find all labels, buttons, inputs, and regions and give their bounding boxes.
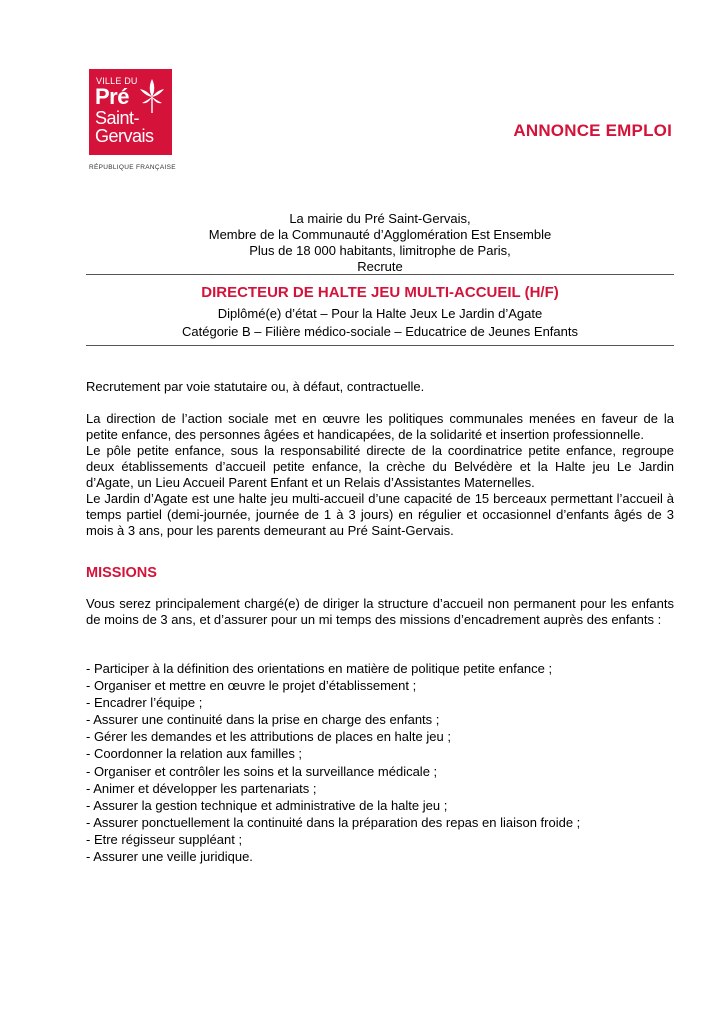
intro-block [86,211,674,275]
logo-line-1: VILLE DU [96,76,138,86]
missions-list [86,660,580,865]
paragraph: Le pôle petite enfance, sous la responsabilité directe de la coordinatrice petite enfance, regroupe deux établissements d’accueil petite enfance, la crèche du Belvédère et la Halte jeu Le Jardin d’Agate, un Lieu Accueil Parent Enfant et un Relais d’Assistantes Maternelles. [86,443,674,490]
divider-top [86,274,674,275]
paragraph: Le Jardin d’Agate est une halte jeu multi-accueil d’une capacité de 15 berceaux permettant l’accueil à temps partiel (demi-journée, journée de 1 à 3 jours) en régulier et occasionnel d’enfants âgés de 3 mois à 3 ans, pour les parents demeurant au Pré Saint-Gervais. [86,491,674,538]
list-item: - Etre régisseur suppléant ; [86,831,243,847]
list-item: - Encadrer l’équipe ; [86,695,203,711]
list-item: - Coordonner la relation aux familles ; [86,746,303,762]
logo-line-3: Saint- [95,108,140,128]
job-diploma: Diplômé(e) d’état – Pour la Halte Jeux Le Jardin d’Agate [217,306,543,321]
list-item: - Organiser et contrôler les soins et la surveillance médicale ; [86,763,438,779]
job-title: DIRECTEUR DE HALTE JEU MULTI-ACCUEIL (H/F) [201,284,559,301]
leaf-icon [137,77,167,117]
intro-line: Plus de 18 000 habitants, limitrophe de Paris, [249,243,511,258]
list-item: - Organiser et mettre en œuvre le projet d’établissement ; [86,678,417,694]
job-category: Catégorie B – Filière médico-sociale – Educatrice de Jeunes Enfants [182,324,578,339]
missions-heading: MISSIONS [86,565,157,581]
divider-bottom [86,345,674,346]
list-item: - Gérer les demandes et les attributions de places en halte jeu ; [86,729,451,745]
description-block [86,411,674,539]
list-item: - Assurer la gestion technique et administrative de la halte jeu ; [86,797,448,813]
page-title: ANNONCE EMPLOI [513,121,672,140]
logo-line-2: Pré [95,84,129,109]
logo-line-4: Gervais [95,126,154,146]
city-logo [89,69,172,155]
logo-subtitle: RÉPUBLIQUE FRANÇAISE [89,164,176,171]
intro-line: Membre de la Communauté d’Agglomération Est Ensemble [208,227,552,242]
recruitment-text: Recrutement par voie statutaire ou, à défaut, contractuelle. [86,379,425,394]
paragraph: La direction de l’action sociale met en œuvre les politiques communales menées en faveur de la petite enfance, des personnes âgées et handicapées, de la solidarité et insertion professionnelle. [86,411,674,442]
list-item: - Assurer ponctuellement la continuité dans la préparation des repas en liaison froide ; [86,814,581,830]
intro-line: Recrute [357,259,403,274]
list-item: - Assurer une veille juridique. [86,849,253,865]
list-item: - Animer et développer les partenariats ; [86,780,317,796]
list-item: - Participer à la définition des orientations en matière de politique petite enfance ; [86,661,553,676]
missions-intro: Vous serez principalement chargé(e) de diriger la structure d’accueil non permanent pour les enfants de moins de 3 ans, et d’assurer pour un mi temps des missions d’encadrement auprès des enfants : [86,596,674,627]
list-item: - Assurer une continuité dans la prise en charge des enfants ; [86,712,440,728]
intro-line: La mairie du Pré Saint-Gervais, [289,211,471,226]
